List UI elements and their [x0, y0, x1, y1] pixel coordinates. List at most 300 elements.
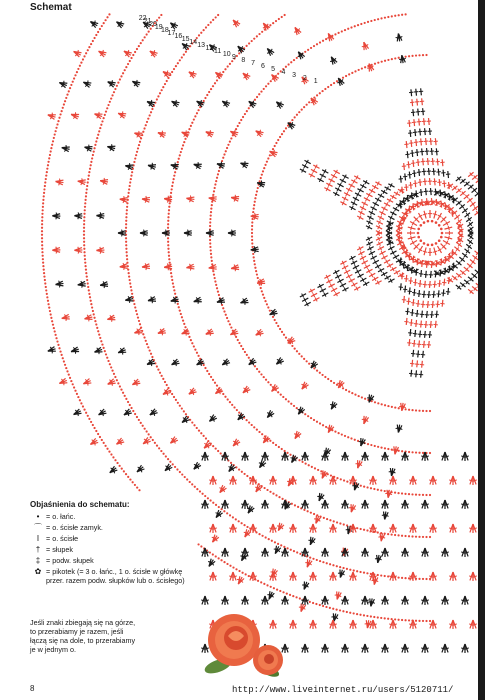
chain-stitch [76, 71, 78, 73]
chain-stitch [45, 286, 47, 288]
chain-stitch [336, 477, 338, 479]
chain-stitch [285, 127, 287, 129]
chain-stitch [255, 194, 257, 196]
chain-stitch [185, 51, 187, 53]
chain-stitch [55, 127, 57, 129]
chain-stitch [339, 566, 341, 568]
chain-stitch [79, 65, 81, 67]
chain-stitch [164, 381, 166, 383]
chain-stitch [176, 468, 178, 470]
chain-stitch [405, 56, 407, 58]
chain-stitch [104, 350, 106, 352]
chain-stitch [313, 419, 315, 421]
chain-stitch [387, 575, 389, 577]
chain-stitch [408, 535, 410, 537]
chain-stitch [441, 232, 444, 235]
chain-stitch [235, 128, 237, 130]
chain-stitch [384, 17, 386, 19]
chain-stitch [226, 563, 228, 565]
chain-stitch [233, 406, 235, 408]
chain-stitch [172, 282, 174, 284]
chain-stitch [167, 241, 169, 243]
chain-stitch [367, 21, 369, 23]
chain-stitch [404, 493, 406, 495]
chain-stitch [401, 535, 403, 537]
chain-stitch [293, 405, 295, 407]
chain-stitch [363, 614, 365, 616]
chain-stitch [41, 234, 43, 236]
chain-stitch [394, 406, 396, 408]
chain-stitch [162, 453, 164, 455]
chain-stitch [265, 536, 267, 538]
chain-stitch [281, 448, 283, 450]
chain-stitch [127, 476, 129, 478]
chain-stitch [336, 521, 338, 523]
chain-stitch [236, 55, 238, 57]
chain-stitch [336, 384, 338, 386]
chain-stitch [257, 277, 259, 279]
chain-stitch [47, 303, 49, 305]
chain-stitch [361, 67, 363, 69]
chain-stitch [215, 447, 217, 449]
chain-stitch [41, 251, 43, 253]
chain-stitch [215, 504, 217, 506]
chain-stitch [167, 223, 169, 225]
chain-stitch [198, 430, 200, 432]
chain-stitch [316, 94, 318, 96]
chain-stitch [42, 199, 44, 201]
chain-stitch [316, 421, 318, 423]
chain-stitch [338, 432, 340, 434]
chain-stitch [139, 323, 141, 325]
chain-stitch [374, 401, 376, 403]
chain-stitch [310, 47, 312, 49]
chain-stitch [168, 251, 170, 253]
chain-stitch [146, 121, 148, 123]
chain-stitch [225, 150, 227, 152]
chain-stitch [251, 225, 253, 227]
chain-stitch [260, 177, 262, 179]
chain-stitch [114, 459, 116, 461]
chain-stitch [109, 363, 111, 365]
chain-stitch [126, 255, 128, 257]
chain-stitch [291, 119, 293, 121]
chain-stitch [110, 97, 112, 99]
chain-stitch [260, 90, 262, 92]
chain-stitch [377, 446, 379, 448]
chain-stitch [281, 331, 283, 333]
chain-stitch [253, 38, 255, 40]
stitch-bar [433, 214, 437, 215]
chain-stitch [319, 422, 321, 424]
chain-stitch [197, 355, 199, 357]
chain-stitch [253, 208, 255, 210]
chain-stitch [74, 74, 76, 76]
chain-stitch [230, 326, 232, 328]
chain-stitch [189, 481, 191, 483]
chain-stitch [316, 559, 318, 561]
chain-stitch [227, 144, 229, 146]
chain-stitch [238, 52, 240, 54]
chain-stitch [404, 535, 406, 537]
chain-stitch [276, 589, 278, 591]
chain-stitch [92, 310, 94, 312]
chain-stitch [411, 535, 413, 537]
chain-stitch [303, 358, 305, 360]
chain-stitch [82, 58, 84, 60]
chain-stitch [173, 286, 175, 288]
chain-stitch [411, 55, 413, 57]
chain-stitch [423, 221, 426, 224]
chain-stitch [287, 400, 289, 402]
chain-stitch [83, 220, 85, 222]
round-number: 2 [302, 75, 307, 82]
chain-stitch [253, 256, 255, 258]
chain-stitch [173, 175, 175, 177]
chain-stitch [224, 68, 226, 70]
chain-stitch [157, 95, 159, 97]
chain-stitch [106, 107, 108, 109]
chain-stitch [286, 452, 288, 454]
round-number: 16 [174, 33, 183, 40]
round-number: 6 [260, 63, 265, 70]
chain-stitch [301, 109, 303, 111]
chain-stitch [279, 590, 281, 592]
chain-stitch [88, 293, 90, 295]
chain-stitch [308, 464, 310, 466]
chain-stitch [263, 583, 265, 585]
chain-stitch [149, 349, 151, 351]
chain-stitch [280, 394, 282, 396]
round-number: 8 [241, 57, 246, 64]
chain-stitch [327, 378, 329, 380]
chain-stitch [107, 360, 109, 362]
chain-stitch [415, 620, 417, 622]
chain-stitch [54, 133, 56, 135]
chain-stitch [98, 130, 100, 132]
chain-stitch [209, 239, 211, 241]
chain-stitch [405, 13, 407, 15]
chain-stitch [229, 323, 231, 325]
legend-row [30, 567, 195, 585]
chain-stitch [210, 21, 212, 23]
chain-stitch [272, 316, 274, 318]
chain-stitch [88, 171, 90, 173]
chain-stitch [157, 369, 159, 371]
chain-stitch [380, 446, 382, 448]
chain-stitch [56, 123, 58, 125]
chain-stitch [415, 409, 417, 411]
chain-stitch [215, 16, 217, 18]
chain-stitch [196, 488, 198, 490]
chain-stitch [394, 492, 396, 494]
chain-stitch [83, 244, 85, 246]
chain-stitch [248, 107, 250, 109]
chain-stitch [322, 424, 324, 426]
chain-stitch [62, 357, 64, 359]
chain-stitch [91, 157, 93, 159]
chain-stitch [58, 347, 60, 349]
chain-stitch [69, 377, 71, 379]
chain-stitch [209, 499, 211, 501]
chain-stitch [210, 208, 212, 210]
page-title: Schemat [30, 2, 72, 13]
chain-stitch [348, 73, 350, 75]
chain-stitch [207, 497, 209, 499]
chain-stitch [107, 104, 109, 106]
page-number: 8 [30, 684, 35, 693]
chain-stitch [129, 181, 131, 183]
chain-stitch [274, 145, 276, 147]
chain-stitch [168, 209, 170, 211]
chain-stitch [68, 90, 70, 92]
chain-stitch [110, 366, 112, 368]
chain-stitch [422, 494, 424, 496]
chain-stitch [248, 421, 250, 423]
chain-stitch [237, 125, 239, 127]
chain-stitch [175, 65, 177, 67]
chain-stitch [142, 131, 144, 133]
chain-stitch [85, 192, 87, 194]
chain-stitch [274, 319, 276, 321]
chain-stitch [101, 439, 103, 441]
chain-stitch [50, 150, 52, 152]
chain-stitch [87, 178, 89, 180]
chain-stitch [121, 468, 123, 470]
chain-stitch [51, 144, 53, 146]
chain-stitch [129, 185, 131, 187]
chain-stitch [298, 459, 300, 461]
source-url: http://www.liveinternet.ru/users/5120711/ [232, 685, 454, 695]
chain-stitch [275, 20, 277, 22]
chain-stitch [213, 190, 215, 192]
chain-stitch [196, 427, 198, 429]
chain-stitch [125, 220, 127, 222]
chain-stitch [313, 367, 315, 369]
chain-stitch [360, 485, 362, 487]
chain-stitch [188, 128, 190, 130]
chain-stitch [119, 78, 121, 80]
chain-stitch [226, 512, 228, 514]
chain-stitch [349, 612, 351, 614]
chain-stitch [425, 620, 427, 622]
chain-stitch [373, 616, 375, 618]
chain-stitch [140, 422, 142, 424]
chain-stitch [346, 481, 348, 483]
chain-stitch [420, 224, 423, 227]
chain-stitch [158, 447, 160, 449]
chain-stitch [267, 83, 269, 85]
chain-stitch [348, 390, 350, 392]
chain-stitch [90, 161, 92, 163]
chain-stitch [422, 54, 424, 56]
chain-stitch [306, 104, 308, 106]
chain-stitch [43, 269, 45, 271]
chain-stitch [196, 352, 198, 354]
chain-stitch [380, 617, 382, 619]
chain-stitch [429, 536, 431, 538]
chain-stitch [42, 265, 44, 267]
chain-stitch [258, 533, 260, 535]
chain-stitch [218, 557, 220, 559]
chain-stitch [253, 426, 255, 428]
chain-stitch [418, 54, 420, 56]
chain-stitch [374, 19, 376, 21]
chain-stitch [120, 389, 122, 391]
chain-stitch [171, 393, 173, 395]
chain-stitch [215, 284, 217, 286]
chain-stitch [325, 38, 327, 40]
chain-stitch [83, 251, 85, 253]
chain-stitch [272, 493, 274, 495]
chain-stitch [366, 615, 368, 617]
chain-stitch [66, 94, 68, 96]
chain-stitch [210, 211, 212, 213]
chain-stitch [129, 60, 131, 62]
chain-stitch [235, 336, 237, 338]
chain-stitch [86, 279, 88, 281]
chain-stitch [298, 111, 300, 113]
chain-stitch [120, 75, 122, 77]
chain-stitch [108, 451, 110, 453]
chain-stitch [134, 484, 136, 486]
chain-stitch [314, 467, 316, 469]
chain-stitch [260, 581, 262, 583]
chain-stitch [429, 494, 431, 496]
chain-stitch [326, 518, 328, 520]
chain-stitch [222, 71, 224, 73]
chain-stitch [277, 391, 279, 393]
chain-stitch [313, 97, 315, 99]
chain-stitch [126, 209, 128, 211]
chain-stitch [47, 300, 49, 302]
round-number: 15 [181, 36, 190, 43]
chain-stitch [125, 66, 127, 68]
chain-stitch [387, 533, 389, 535]
chain-stitch [150, 28, 152, 30]
chain-stitch [246, 419, 248, 421]
chain-stitch [264, 300, 266, 302]
chain-stitch [84, 262, 86, 264]
chain-stitch [315, 603, 317, 605]
chain-stitch [262, 294, 264, 296]
chain-stitch [381, 61, 383, 63]
chain-stitch [138, 320, 140, 322]
chain-stitch [59, 350, 61, 352]
chain-stitch [160, 450, 162, 452]
stitch-bar [82, 283, 83, 287]
chain-stitch [150, 436, 152, 438]
chain-stitch [251, 242, 253, 244]
chain-stitch [100, 340, 102, 342]
chain-stitch [345, 75, 347, 77]
chain-stitch [296, 407, 298, 409]
chain-stitch [353, 612, 355, 614]
chain-stitch [296, 551, 298, 553]
chain-stitch [377, 62, 379, 64]
chain-stitch [394, 15, 396, 17]
chain-stitch [303, 509, 305, 511]
chain-stitch [49, 154, 51, 156]
chain-stitch [125, 227, 127, 229]
chain-stitch [418, 620, 420, 622]
chain-stitch [220, 452, 222, 454]
chain-stitch [418, 494, 420, 496]
round-number: 17 [167, 30, 176, 37]
chain-stitch [173, 68, 175, 70]
chain-stitch [418, 578, 420, 580]
chain-stitch [50, 313, 52, 315]
chain-stitch [87, 181, 89, 183]
chain-stitch [287, 63, 289, 65]
chain-stitch [203, 364, 205, 366]
chain-stitch [64, 364, 66, 366]
chain-stitch [143, 127, 145, 129]
chain-stitch [246, 475, 248, 477]
chain-stitch [206, 94, 208, 96]
chain-stitch [324, 88, 326, 90]
round-number: 3 [292, 72, 296, 79]
chain-stitch [51, 320, 53, 322]
chain-stitch [49, 310, 51, 312]
chain-stitch [52, 324, 54, 326]
chain-stitch [124, 395, 126, 397]
chain-stitch [88, 289, 90, 291]
chain-stitch [384, 575, 386, 577]
chain-stitch [105, 353, 107, 355]
chain-stitch [134, 413, 136, 415]
chain-stitch [277, 73, 279, 75]
legend-row [30, 512, 195, 521]
chain-stitch [265, 85, 267, 87]
chain-stitch [42, 202, 44, 204]
chain-stitch [304, 413, 306, 415]
chain-stitch [344, 435, 346, 437]
chain-stitch [357, 24, 359, 26]
chain-stitch [171, 188, 173, 190]
chain-stitch [387, 448, 389, 450]
chain-stitch [310, 417, 312, 419]
chain-stitch [322, 40, 324, 42]
chain-stitch [295, 596, 297, 598]
chain-stitch [242, 116, 244, 118]
chain-stitch [429, 452, 431, 454]
chain-stitch [45, 178, 47, 180]
chain-stitch [269, 440, 271, 442]
stitch-bar [448, 236, 449, 240]
chain-stitch [50, 317, 52, 319]
chain-stitch [211, 204, 213, 206]
chain-stitch [145, 124, 147, 126]
round-number: 14 [189, 39, 198, 46]
chain-stitch [212, 553, 214, 555]
chain-stitch [210, 253, 212, 255]
chain-stitch [94, 320, 96, 322]
chain-stitch [283, 334, 285, 336]
chain-stitch [226, 317, 228, 319]
chain-stitch [126, 251, 128, 253]
chain-stitch [435, 242, 438, 245]
chain-stitch [317, 469, 319, 471]
chain-stitch [83, 230, 85, 232]
chain-stitch [108, 13, 110, 15]
chain-stitch [84, 206, 86, 208]
chain-stitch [93, 427, 95, 429]
chain-stitch [425, 578, 427, 580]
chain-stitch [342, 387, 344, 389]
chain-stitch [319, 41, 321, 43]
chain-stitch [132, 54, 134, 56]
